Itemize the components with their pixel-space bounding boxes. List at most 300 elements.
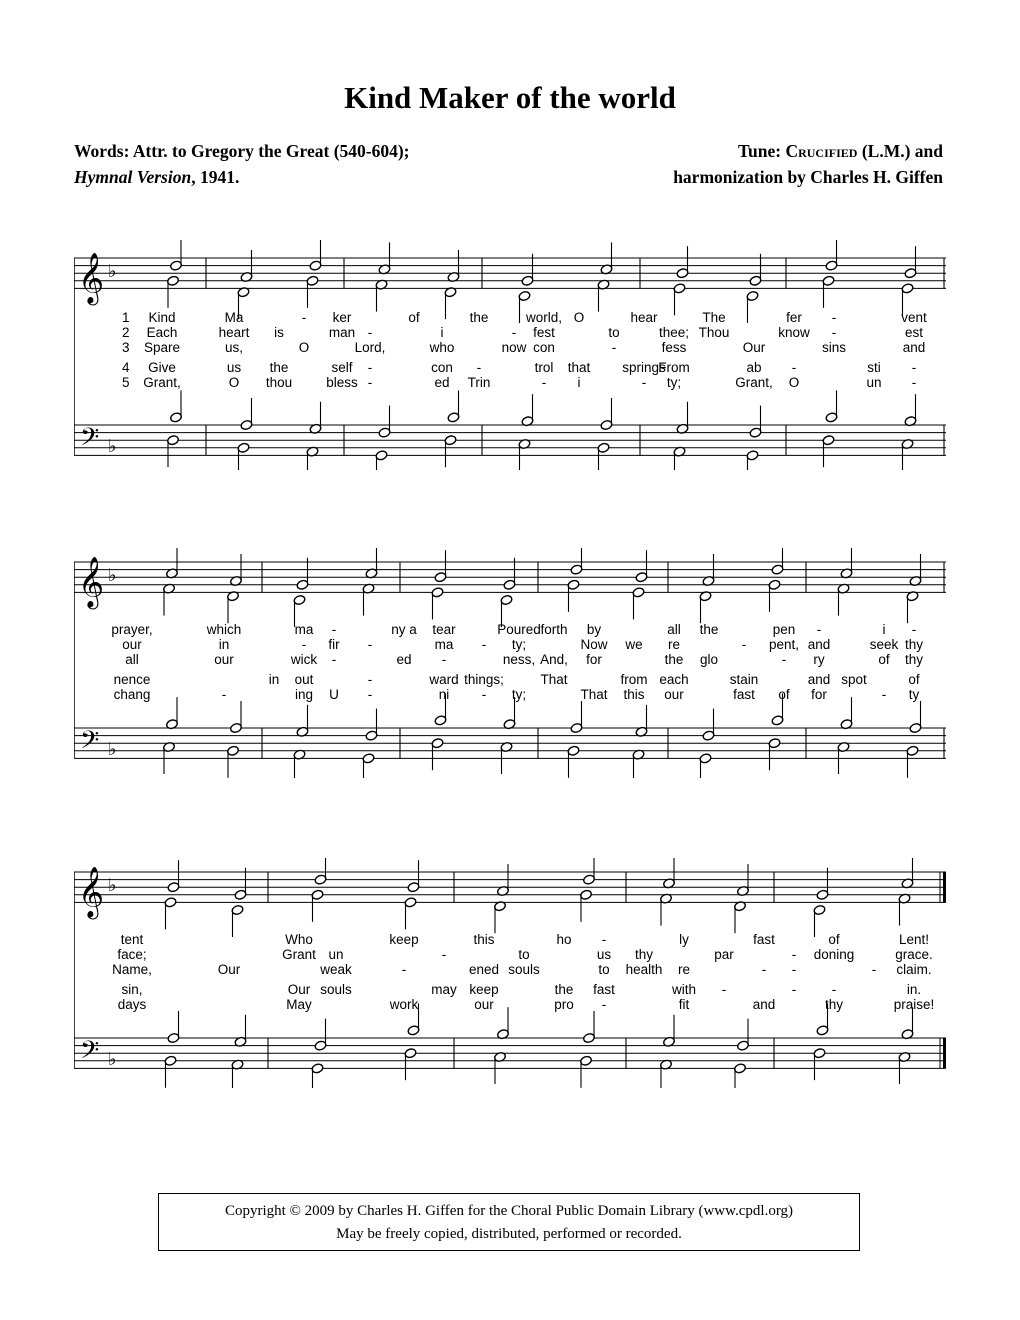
lyric-syllable: i [882,622,886,637]
lyric-syllable: of [828,932,840,947]
note-head [234,1015,247,1048]
lyric-syllable: tear [432,622,456,637]
lyric-syllable: Spare [143,340,181,355]
treble-clef-icon: 𝄞 [78,252,105,304]
note-head [447,250,460,283]
note-head [494,1051,507,1084]
note-head [663,1015,676,1048]
lyric-syllable: keep [469,982,499,997]
lyric-syllable: That [540,672,568,687]
lyric-syllable: - [511,325,517,340]
lyric-line-verse-5 [74,997,946,1012]
lyric-line-verse-2 [74,637,946,652]
note-head [166,697,179,730]
lyric-syllable: thy [634,947,654,962]
lyric-syllable: - [881,687,887,702]
note-head [660,1059,673,1088]
tune-suffix: (L.M.) and [857,141,943,161]
note-head [840,548,853,579]
note-head [673,446,686,470]
note-head [737,1019,750,1052]
lyric-syllable: of [408,310,420,325]
lyric-syllable: chang [113,687,151,702]
lyric-syllable: May [286,997,312,1012]
lyric-syllable: - [301,310,307,325]
lyric-syllable: Poured [497,622,541,637]
lyric-syllable: man [328,325,356,340]
note-head [306,446,319,470]
lyric-syllable: - [441,947,447,962]
note-head [909,701,922,734]
note-head [837,583,850,616]
lyric-syllable: our [122,637,142,652]
note-head [311,1063,324,1088]
lyric-line-verse-3 [74,652,946,667]
lyric-syllable: trol [534,360,554,375]
lyric-syllable: - [481,637,487,652]
flat-icon: ♭ [108,261,117,283]
lyric-syllable: know [778,325,810,340]
lyric-syllable: Lord, [354,340,386,355]
final-barline [943,872,946,902]
music-system-3 [74,858,946,1088]
note-head [500,741,513,774]
note-head [444,435,457,468]
treble-clef-icon: 𝄞 [78,866,105,918]
note-head [635,550,648,583]
lyric-line-verse-5 [74,375,946,390]
note-head [676,246,689,279]
lyric-syllable: fast [753,932,775,947]
lyric-line-verse-1 [74,932,946,947]
lyric-syllable: in [268,672,280,687]
lyric-syllable: ker [332,310,352,325]
note-head [901,438,914,470]
note-head [813,1048,826,1081]
lyric-syllable: stain [729,672,759,687]
note-head [898,1051,911,1084]
lyric-syllable: ward [429,672,459,687]
note-head [699,753,712,778]
note-head [676,402,689,435]
lyric-syllable: souls [320,982,352,997]
lyric-syllable: un [866,375,882,390]
note-head [365,709,378,742]
treble-clef-icon: 𝄞 [78,556,105,608]
music-system-1 [74,240,946,470]
lyric-syllable: - [441,652,447,667]
lyric-syllable: bless [326,375,358,390]
lyric-syllable: pro [554,997,574,1012]
lyric-syllable: Thou [698,325,730,340]
lyric-syllable: the [699,622,719,637]
note-head [164,897,177,930]
lyric-line-verse-2 [74,325,946,340]
lyric-syllable: O [573,310,585,325]
lyric-syllable: we [625,637,643,652]
lyric-syllable: un [328,947,344,962]
flat-icon: ♭ [108,738,117,760]
note-head [583,1011,596,1044]
note-head [407,860,420,893]
lyric-syllable: - [871,962,877,977]
lyric-syllable: - [791,982,797,997]
lyric-syllable: the [269,360,289,375]
lyric-syllable: - [601,997,607,1012]
lyric-syllable: ty; [511,687,527,702]
lyric-syllable: Trin [467,375,491,390]
lyric-syllable: - [367,637,373,652]
note-head [518,438,531,470]
lyric-syllable: thy [904,652,924,667]
note-head [293,749,306,778]
lyric-syllable: From [658,360,690,375]
lyric-syllable: ty; [666,375,682,390]
note-head [597,442,610,470]
note-head [503,697,516,730]
treble-staff [74,872,946,902]
note-head [434,550,447,583]
lyric-syllable: ny a [391,622,417,637]
note-head [163,741,176,774]
lyric-syllable: claim. [896,962,932,977]
verse-number: 1 [122,310,130,325]
note-head [600,242,613,275]
copyright-line1: Copyright © 2009 by Charles H. Giffen for the Choral Public Domain Library (www.cpdl.org) [224,1203,794,1219]
lyric-syllable: the [469,310,489,325]
lyric-syllable: is [274,325,284,340]
lyric-syllable: the [554,982,574,997]
lyric-syllable: each [659,672,689,687]
note-head [702,554,715,587]
note-head [163,583,176,616]
lyric-syllable: - [481,687,487,702]
lyric-syllable: - [601,932,607,947]
lyric-syllable: and [752,997,776,1012]
note-head [497,864,510,897]
note-head [746,450,759,470]
lyric-syllable: - [221,687,227,702]
lyric-syllable: fit [678,997,690,1012]
note-head [734,901,747,934]
lyric-syllable: ly [679,932,689,947]
lyric-syllable: ing [294,687,314,702]
lyric-syllable: ma [294,622,314,637]
note-head [632,749,645,778]
lyric-syllable: us, [224,340,244,355]
lyric-syllable: Kind [148,310,176,325]
treble-staff [74,258,946,288]
lyric-syllable: this [473,932,495,947]
lyric-syllable: work [389,997,419,1012]
lyric-syllable: for [811,687,827,702]
lyric-syllable: to [598,962,610,977]
lyric-syllable: ness, [502,652,536,667]
lyric-syllable: con [431,360,453,375]
note-head [237,442,250,470]
lyric-line-verse-4 [74,360,946,375]
lyric-line-verse-1 [74,622,946,637]
final-barline [943,1038,946,1068]
flat-icon: ♭ [108,565,117,587]
lyric-syllable: glo [699,652,719,667]
note-head [822,275,835,308]
note-head [167,275,180,308]
verse-number: 2 [122,325,130,340]
lyric-syllable: by [586,622,602,637]
hymn-title: Kind Maker of the world [344,80,676,115]
lyric-syllable: thy [824,997,844,1012]
note-head [362,583,375,616]
note-head [825,390,838,423]
note-head [404,1048,417,1081]
lyric-syllable: con [533,340,555,355]
flat-icon: ♭ [108,875,117,897]
lyric-syllable: - [367,325,373,340]
note-head [306,275,319,308]
note-head [164,1055,177,1088]
lyric-syllable: par [714,947,734,962]
lyric-syllable: with [671,982,697,997]
note-head [898,893,911,926]
lyric-syllable: fast [733,687,755,702]
lyric-syllable: Lent! [898,932,930,947]
lyric-syllable: from [620,672,648,687]
lyric-syllable: Who [285,932,313,947]
lyric-syllable: Ma [224,310,244,325]
note-head [580,1055,593,1088]
lyric-syllable: to [608,325,620,340]
lyric-syllable: our [214,652,234,667]
lyric-syllable: - [831,982,837,997]
flat-icon: ♭ [108,1048,117,1070]
note-head [309,240,322,271]
note-head [906,591,919,624]
lyric-syllable: Our [287,982,311,997]
lyric-syllable: - [541,375,547,390]
lyric-syllable: thou [265,375,293,390]
lyric-syllable: the [664,652,684,667]
lyric-syllable: ty [908,687,920,702]
lyric-syllable: may [431,982,457,997]
lyric-syllable: to [518,947,530,962]
note-head [503,558,516,591]
note-head [362,753,375,778]
note-head [365,548,378,579]
lyric-syllable: ni [438,687,450,702]
note-head [494,901,507,934]
lyric-syllable: this [623,687,645,702]
note-head [311,889,324,922]
lyric-syllable: springs [622,360,666,375]
lyric-syllable: O [788,375,800,390]
lyric-syllable: self [331,360,353,375]
lyric-syllable: pen [772,622,796,637]
music-system-2 [74,548,946,778]
lyric-syllable: souls [508,962,540,977]
note-head [230,554,243,587]
note-head [816,868,829,901]
note-head [404,897,417,930]
lyric-syllable: Now [580,637,608,652]
note-head [768,579,781,612]
note-head [375,450,388,470]
note-head [240,398,253,431]
staff-graphics [74,240,946,470]
note-head [901,858,914,889]
note-head [378,406,391,439]
words-credit-line2 [74,164,410,190]
copyright-line2: May be freely copied, distributed, performed or recorded. [336,1226,682,1242]
lyric-syllable: forth [540,622,568,637]
lyric-syllable: - [911,622,917,637]
lyric-syllable: - [816,622,822,637]
note-head [904,394,917,427]
lyric-syllable: - [791,947,797,962]
note-head [431,587,444,620]
lyric-syllable: - [476,360,482,375]
note-head [837,741,850,774]
lyric-syllable: for [586,652,602,667]
lyric-syllable: of [878,652,890,667]
lyric-syllable: health [625,962,663,977]
note-head [825,240,838,271]
note-head [296,558,309,591]
lyric-syllable: - [721,982,727,997]
lyric-syllable: O [228,375,240,390]
lyric-line-verse-1 [74,310,946,325]
lyric-line-verse-4 [74,982,946,997]
lyric-syllable: praise! [893,997,935,1012]
words-credit [74,138,410,190]
lyric-syllable: - [911,375,917,390]
lyric-syllable: - [331,622,337,637]
copyright-box [158,1193,860,1251]
lyric-line-verse-2 [74,947,946,962]
lyric-syllable: and [807,637,831,652]
lyric-syllable: That [580,687,608,702]
lyric-syllable: our [664,687,684,702]
lyric-syllable: Give [148,360,176,375]
note-head [231,1059,244,1088]
lyric-syllable: Our [217,962,241,977]
note-head [840,697,853,730]
note-head [230,701,243,734]
lyric-syllable: pent, [768,637,800,652]
lyric-syllable: - [911,360,917,375]
lyric-syllable: things; [464,672,504,687]
lyric-syllable: thy [904,637,924,652]
note-head [431,738,444,771]
lyric-syllable: and [807,672,831,687]
lyric-syllable: sins [821,340,847,355]
lyric-syllable: Name, [112,962,152,977]
verse-number: 3 [122,340,130,355]
tune-credit-line1 [673,138,943,164]
words-credit-year: , 1941. [191,167,240,187]
lyric-line-verse-4 [74,672,946,687]
lyric-syllable: of [778,687,790,702]
lyric-syllable: ry [813,652,825,667]
tune-name: Crucified [785,141,858,161]
note-head [904,246,917,279]
lyric-syllable: who [429,340,455,355]
lyric-syllable: face; [117,947,147,962]
note-head [447,390,460,423]
lyric-syllable: Grant, [735,375,773,390]
lyric-syllable: us [596,947,612,962]
note-head [170,390,183,423]
lyric-syllable: all [125,652,139,667]
lyric-syllable: ab [746,360,762,375]
bass-clef-icon: 𝄢 [80,1035,100,1071]
lyric-syllable: i [577,375,581,390]
lyric-syllable: heart [218,325,250,340]
lyric-syllable: all [667,622,681,637]
lyric-syllable: Grant [282,947,316,962]
note-head [521,254,534,287]
note-head [901,1007,914,1040]
note-head [768,738,781,771]
note-head [909,554,922,587]
note-head [906,745,919,778]
note-head [314,1019,327,1052]
note-head [167,1011,180,1044]
lyric-syllable: - [831,310,837,325]
note-head [497,1007,510,1040]
lyric-syllable: - [791,360,797,375]
lyric-syllable: world, [525,310,563,325]
lyric-syllable: - [761,962,767,977]
lyric-line-verse-5 [74,687,946,702]
note-head [749,254,762,287]
note-head [632,587,645,620]
note-head [170,240,183,271]
lyric-syllable: grace. [895,947,933,962]
note-head [167,860,180,893]
lyric-syllable: Grant, [143,375,181,390]
note-head [702,709,715,742]
lyric-syllable: fast [593,982,615,997]
lyric-syllable: Our [742,340,766,355]
lyric-syllable: est [904,325,924,340]
lyric-syllable: seek [869,637,899,652]
lyric-syllable: re [667,637,681,652]
lyric-syllable: The [702,310,726,325]
lyric-syllable: - [831,325,837,340]
note-head [234,868,247,901]
note-head [567,579,580,612]
note-head [521,394,534,427]
lyric-syllable: wick [290,652,318,667]
note-head [635,705,648,738]
lyric-syllable: sin, [121,982,143,997]
lyric-syllable: - [401,962,407,977]
lyric-syllable: fess [661,340,687,355]
lyric-syllable: which [206,622,242,637]
bass-clef-icon: 𝄢 [80,725,100,761]
note-head [227,591,240,624]
lyric-syllable: days [117,997,147,1012]
lyric-syllable: ened [468,962,500,977]
lyric-syllable: nence [113,672,151,687]
lyric-syllable: - [367,687,373,702]
note-head [375,279,388,312]
lyric-line-verse-3 [74,962,946,977]
lyric-syllable: tent [120,932,144,947]
lyric-syllable: And, [540,652,568,667]
lyric-syllable: re [677,962,691,977]
